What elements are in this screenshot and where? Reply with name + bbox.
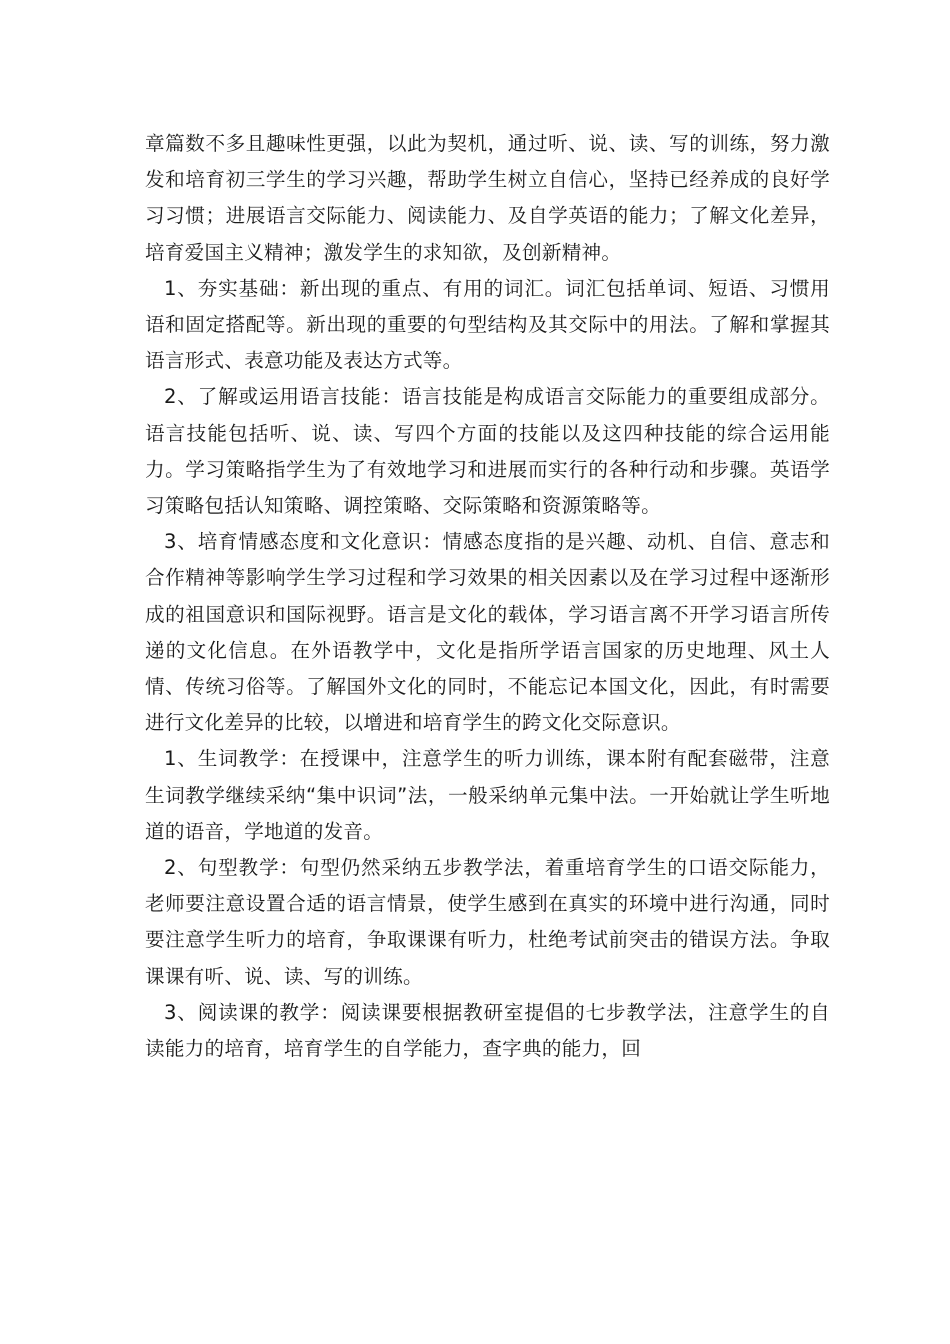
paragraph-intro-continued: 章篇数不多且趣味性更强，以此为契机，通过听、说、读、写的训练，努力激发和培育初三学生的学习兴趣，帮助学生树立自信心，坚持已经养成的良好学习习惯；进展语言交际能力、阅读能力、及自学英语的能力；了解文化差异，培育爱国主义精神；激发学生的求知欲，及创新精神。 (145, 132, 830, 264)
paragraph-language-skills: 2、了解或运用语言技能：语言技能是构成语言交际能力的重要组成部分。语言技能包括听、说、读、写四个方面的技能以及这四种技能的综合运用能力。学习策略指学生为了有效地学习和进展而实行的各种行动和步骤。英语学习策略包括认知策略、调控策略、交际策略和资源策略等。 (145, 385, 830, 518)
document-body (145, 126, 830, 1067)
paragraph-sentence-pattern-teaching: 2、句型教学：句型仍然采纳五步教学法，着重培育学生的口语交际能力，老师要注意设置合适的语言情景，使学生感到在真实的环境中进行沟通，同时要注意学生听力的培育，争取课课有听力，杜绝考试前突击的错误方法。争取课课有听、说、读、写的训练。 (145, 856, 830, 988)
paragraph-vocabulary-teaching: 1、生词教学：在授课中，注意学生的听力训练，课本附有配套磁带，注意生词教学继续采纳“集中识词”法，一般采纳单元集中法。一开始就让学生听地道的语音，学地道的发音。 (145, 747, 830, 843)
paragraph-reading-teaching: 3、阅读课的教学：阅读课要根据教研室提倡的七步教学法，注意学生的自读能力的培育，培育学生的自学能力，查字典的能力，回 (145, 1000, 830, 1061)
paragraph-solid-foundation: 1、夯实基础：新出现的重点、有用的词汇。词汇包括单词、短语、习惯用语和固定搭配等。新出现的重要的句型结构及其交际中的用法。了解和掌握其语言形式、表意功能及表达方式等。 (145, 276, 830, 373)
paragraph-emotion-culture: 3、培育情感态度和文化意识：情感态度指的是兴趣、动机、自信、意志和合作精神等影响学生学习过程和学习效果的相关因素以及在学习过程中逐渐形成的祖国意识和国际视野。语言是文化的载体，学习语言离不开学习语言所传递的文化信息。在外语教学中，文化是指所学语言国家的历史地理、风土人情、传统习俗等。了解国外文化的同时，不能忘记本国文化，因此，有时需要进行文化差异的比较，以增进和培育学生的跨文化交际意识。 (145, 530, 830, 735)
